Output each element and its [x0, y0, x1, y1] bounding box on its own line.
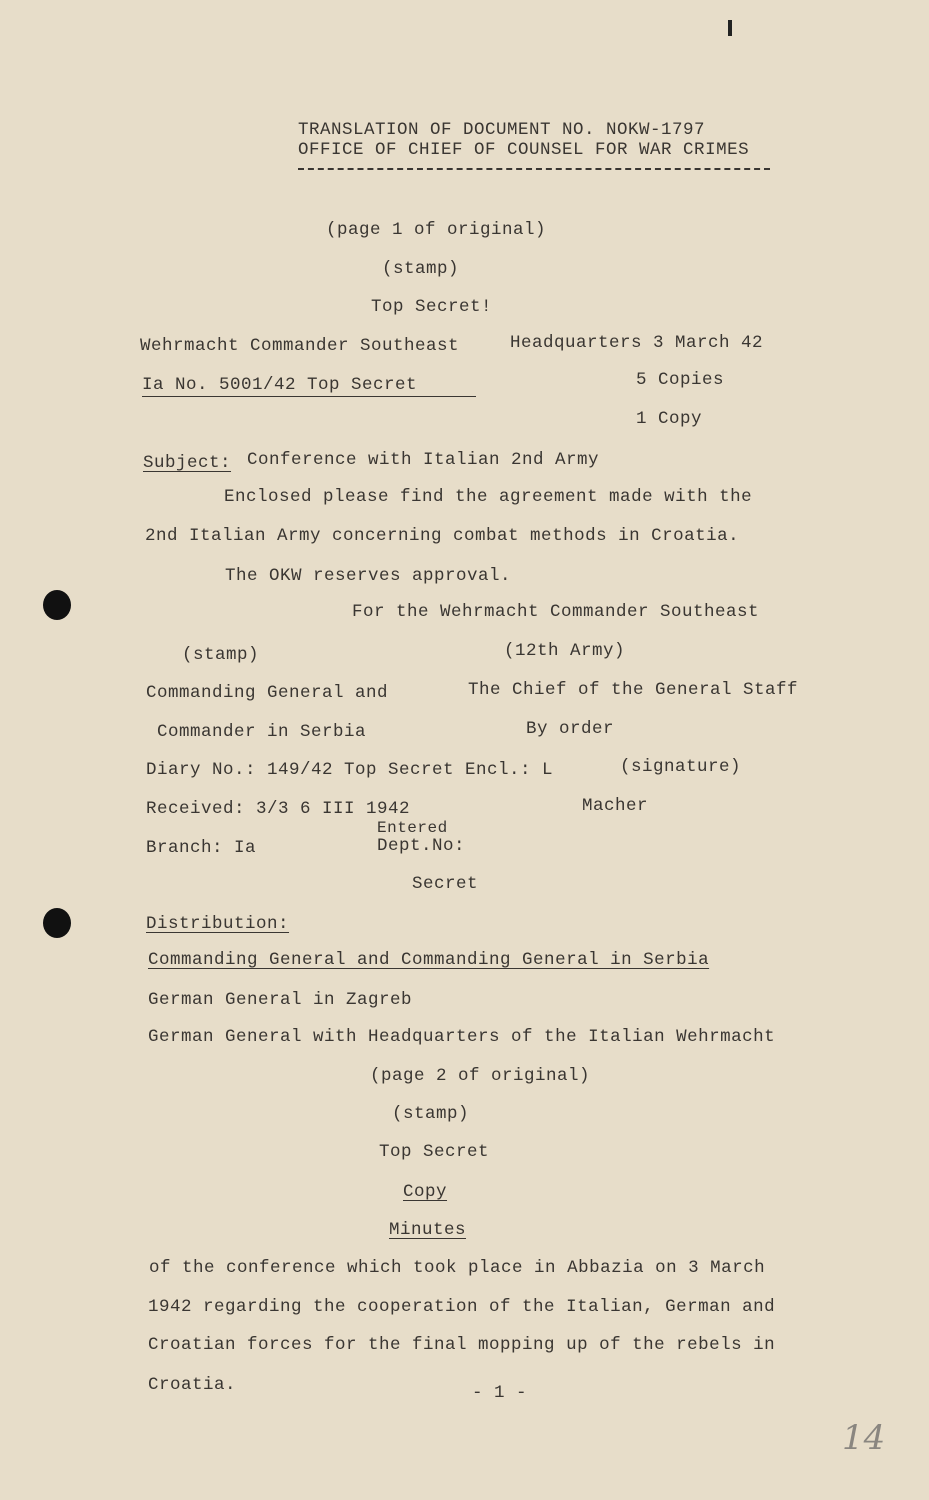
page-number: - 1 - [472, 1383, 528, 1403]
page2-classification: Top Secret [379, 1142, 490, 1162]
reference-number: Ia No. 5001/42 Top Secret [142, 375, 418, 395]
header-dashed-rule [298, 168, 770, 170]
subject-label: Subject: [143, 453, 232, 473]
minutes-line-3: Croatian forces for the final mopping up of the rebels in [148, 1335, 776, 1355]
handwritten-mark: 14 [842, 1418, 886, 1458]
signature-note: (signature) [620, 757, 742, 777]
copy-label: Copy [403, 1182, 448, 1202]
diary-number: Diary No.: 149/42 Top Secret Encl.: L [146, 760, 554, 780]
punch-hole-bottom [43, 908, 71, 938]
ink-mark [728, 20, 732, 36]
subject-text: Conference with Italian 2nd Army [247, 450, 600, 470]
commanding-general-line-2: Commander in Serbia [157, 722, 367, 742]
page2-stamp: (stamp) [392, 1104, 470, 1124]
body-line-3: The OKW reserves approval. [225, 566, 512, 586]
minutes-title: Minutes [389, 1220, 467, 1240]
chief-of-staff: The Chief of the General Staff [468, 680, 799, 700]
for-line: For the Wehrmacht Commander Southeast [352, 602, 760, 622]
entered-label: Entered [377, 819, 448, 837]
minutes-line-2: 1942 regarding the cooperation of the Italian, German and [148, 1297, 776, 1317]
headquarters-date: Headquarters 3 March 42 [510, 333, 764, 353]
sender: Wehrmacht Commander Southeast [140, 336, 460, 356]
dept-number: Dept.No: [377, 836, 466, 856]
signer-name: Macher [582, 796, 649, 816]
army-label: (12th Army) [504, 641, 626, 661]
page1-original-note: (page 1 of original) [326, 220, 547, 240]
by-order: By order [526, 719, 615, 739]
page1-stamp: (stamp) [382, 259, 460, 279]
page2-original-note: (page 2 of original) [370, 1066, 591, 1086]
punch-hole-top [43, 590, 71, 620]
page1-classification: Top Secret! [371, 297, 493, 317]
minutes-line-1: of the conference which took place in Abbazia on 3 March [149, 1258, 766, 1278]
body-line-1: Enclosed please find the agreement made with the [224, 487, 753, 507]
branch: Branch: Ia [146, 838, 257, 858]
copy-number: 1 Copy [636, 409, 703, 429]
minutes-line-4: Croatia. [148, 1375, 237, 1395]
distribution-item-2: German General in Zagreb [148, 990, 413, 1010]
reference-underline [142, 396, 476, 397]
commanding-general-line-1: Commanding General and [146, 683, 389, 703]
body-line-2: 2nd Italian Army concerning combat methods in Croatia. [145, 526, 740, 546]
stamp-2: (stamp) [182, 645, 260, 665]
distribution-item-3: German General with Headquarters of the Italian Wehrmacht [148, 1027, 776, 1047]
header-line-2: OFFICE OF CHIEF OF COUNSEL FOR WAR CRIMES [298, 140, 750, 160]
distribution-item-1: Commanding General and Commanding General in Serbia [148, 950, 710, 970]
copies-total: 5 Copies [636, 370, 725, 390]
received-date: Received: 3/3 6 III 1942 [146, 799, 411, 819]
secret-label: Secret [412, 874, 479, 894]
distribution-label: Distribution: [146, 914, 290, 934]
header-line-1: TRANSLATION OF DOCUMENT NO. NOKW-1797 [298, 120, 706, 140]
